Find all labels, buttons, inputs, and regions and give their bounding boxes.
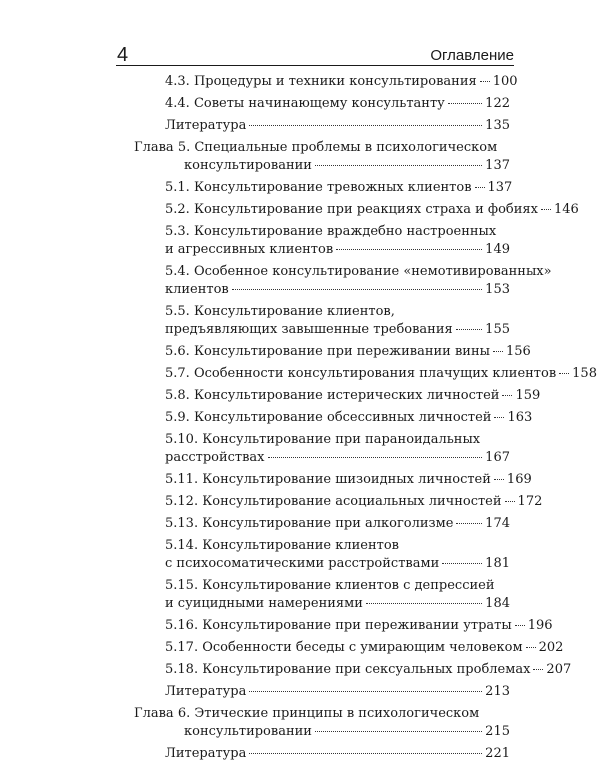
toc-entry[interactable] bbox=[165, 617, 553, 635]
toc-entry-leader-row bbox=[165, 661, 572, 679]
dot-leader bbox=[494, 479, 504, 480]
toc-entry-title-line: расстройствах bbox=[165, 450, 265, 465]
toc-entry-leader-row bbox=[165, 471, 532, 489]
toc-entry-title-line: 5.5. Консультирование клиентов, bbox=[165, 304, 395, 319]
dot-leader bbox=[493, 351, 503, 352]
toc-entry-title-line: Глава 5. Специальные проблемы в психологическом bbox=[134, 140, 498, 155]
toc-entry-leader-row bbox=[165, 343, 531, 361]
toc-entry-leader-row bbox=[134, 157, 510, 175]
toc-entry[interactable] bbox=[165, 409, 533, 427]
toc-entry[interactable] bbox=[165, 387, 541, 405]
toc-entry-title-line: 5.8. Консультирование истерических личностей bbox=[165, 388, 500, 403]
toc-page-number: 207 bbox=[546, 662, 572, 677]
toc-entry-leader-row bbox=[165, 493, 543, 511]
dot-leader bbox=[494, 417, 504, 418]
toc-page-number: 122 bbox=[485, 96, 510, 111]
dot-leader bbox=[249, 753, 482, 754]
toc-entry-title-line: и агрессивных клиентов bbox=[165, 242, 334, 257]
toc-entry-title-line: 5.16. Консультирование при переживании утраты bbox=[165, 618, 512, 633]
toc-page-number: 196 bbox=[527, 618, 553, 633]
toc-page-number: 174 bbox=[485, 516, 510, 531]
toc-entry[interactable] bbox=[165, 493, 543, 511]
dot-leader bbox=[526, 647, 536, 648]
page-number: 4 bbox=[117, 44, 129, 66]
toc-entry[interactable] bbox=[165, 343, 531, 361]
toc-chapter-entry[interactable] bbox=[134, 705, 510, 741]
toc-page-number: 163 bbox=[507, 410, 533, 425]
toc-page-number: 155 bbox=[485, 322, 510, 337]
toc-entry-title-line: 5.11. Консультирование шизоидных личностей bbox=[165, 472, 491, 487]
toc-entry-title-line: и суицидными намерениями bbox=[165, 596, 363, 611]
toc-entry-leader-row bbox=[134, 723, 510, 741]
toc-entry-title-line: 5.17. Особенности беседы с умирающим человеком bbox=[165, 640, 523, 655]
dot-leader bbox=[249, 691, 482, 692]
toc-page-number: 146 bbox=[553, 202, 579, 217]
toc-entry-leader-row bbox=[165, 365, 597, 383]
toc-entry-title-line: 5.7. Особенности консультирования плачущих клиентов bbox=[165, 366, 557, 381]
toc-entry-leader-row bbox=[165, 515, 510, 533]
dot-leader bbox=[541, 209, 551, 210]
toc-entry-title-line: 5.2. Консультирование при реакциях страха и фобиях bbox=[165, 202, 538, 217]
toc-entry[interactable] bbox=[165, 201, 579, 219]
toc-entry-leader-row bbox=[165, 595, 510, 613]
toc-entry-title-line: 5.4. Особенное консультирование «немотивированных» bbox=[165, 264, 552, 279]
toc-entry-title-line: предъявляющих завышенные требования bbox=[165, 322, 453, 337]
toc-page-number: 215 bbox=[485, 724, 510, 739]
toc-entry-title-line: клиентов bbox=[165, 282, 229, 297]
toc-entry-title-line: 5.9. Консультирование обсессивных личностей bbox=[165, 410, 492, 425]
toc-entry-leader-row bbox=[165, 281, 510, 299]
toc-page-number: 169 bbox=[506, 472, 532, 487]
toc-entry[interactable] bbox=[165, 537, 510, 573]
dot-leader bbox=[480, 81, 490, 82]
toc-entry-title-line: 4.3. Процедуры и техники консультирования bbox=[165, 74, 477, 89]
toc-entry-leader-row bbox=[165, 73, 518, 91]
toc-entry[interactable] bbox=[165, 365, 597, 383]
toc-page-number: 137 bbox=[485, 158, 510, 173]
toc-page-number: 156 bbox=[505, 344, 531, 359]
dot-leader bbox=[505, 501, 515, 502]
toc-entry-title-line: консультировании bbox=[184, 158, 312, 173]
dot-leader bbox=[456, 523, 482, 524]
toc-entry[interactable] bbox=[165, 117, 510, 135]
toc-page-number: 184 bbox=[485, 596, 510, 611]
dot-leader bbox=[448, 103, 482, 104]
toc-entry-title-line: 5.3. Консультирование враждебно настроенных bbox=[165, 224, 497, 239]
toc-entry[interactable] bbox=[165, 639, 564, 657]
toc-page-number: 135 bbox=[485, 118, 510, 133]
toc-page-number: 153 bbox=[485, 282, 510, 297]
toc-entry-leader-row bbox=[165, 555, 510, 573]
dot-leader bbox=[315, 165, 482, 166]
toc-entry[interactable] bbox=[165, 223, 510, 259]
toc-entry-leader-row bbox=[165, 409, 533, 427]
toc-entry-title-line: 5.10. Консультирование при параноидальных bbox=[165, 432, 481, 447]
toc-entry[interactable] bbox=[165, 431, 510, 467]
toc-entry[interactable] bbox=[165, 303, 510, 339]
toc-entry-leader-row bbox=[165, 201, 579, 219]
toc-entry-title-line: Литература bbox=[165, 684, 247, 699]
toc-entry-title-line: 4.4. Советы начинающему консультанту bbox=[165, 96, 445, 111]
toc-entry-title-line: Литература bbox=[165, 118, 247, 133]
toc-entry-leader-row bbox=[165, 241, 510, 259]
toc-entry-title-line: 5.6. Консультирование при переживании вины bbox=[165, 344, 490, 359]
toc-page-number: 221 bbox=[485, 746, 510, 761]
toc-entry[interactable] bbox=[165, 661, 572, 679]
dot-leader bbox=[268, 457, 483, 458]
toc-page-number: 167 bbox=[485, 450, 510, 465]
toc-entry-title-line: консультировании bbox=[184, 724, 312, 739]
toc-entry-title-line: 5.14. Консультирование клиентов bbox=[165, 538, 399, 553]
toc-entry-title-line: 5.15. Консультирование клиентов с депрессией bbox=[165, 578, 495, 593]
header-rule bbox=[116, 65, 514, 66]
toc-page-number: 158 bbox=[572, 366, 597, 381]
toc-entry-leader-row bbox=[165, 95, 510, 113]
toc-page-number: 181 bbox=[485, 556, 510, 571]
toc-entry-leader-row bbox=[165, 639, 564, 657]
dot-leader bbox=[442, 563, 482, 564]
toc-entry[interactable] bbox=[165, 263, 552, 299]
toc-page-number: 149 bbox=[485, 242, 510, 257]
dot-leader bbox=[533, 669, 543, 670]
toc-entry[interactable] bbox=[165, 95, 510, 113]
toc-chapter-entry[interactable] bbox=[134, 139, 510, 175]
toc-page-number: 213 bbox=[485, 684, 510, 699]
toc-entry[interactable] bbox=[165, 745, 510, 763]
toc-entry-leader-row bbox=[165, 179, 513, 197]
dot-leader bbox=[515, 625, 525, 626]
dot-leader bbox=[502, 395, 512, 396]
dot-leader bbox=[336, 249, 482, 250]
toc-entry-title-line: Глава 6. Этические принципы в психологическом bbox=[134, 706, 480, 721]
running-title: Оглавление bbox=[430, 47, 514, 64]
toc-page-number: 202 bbox=[538, 640, 564, 655]
toc-page-number: 159 bbox=[515, 388, 541, 403]
toc-page-number: 137 bbox=[487, 180, 513, 195]
dot-leader bbox=[366, 603, 482, 604]
toc-entry[interactable] bbox=[165, 73, 518, 91]
toc-entry-leader-row bbox=[165, 321, 510, 339]
dot-leader bbox=[559, 373, 569, 374]
table-of-contents bbox=[0, 73, 600, 763]
toc-entry[interactable] bbox=[165, 683, 510, 701]
dot-leader bbox=[249, 125, 482, 126]
toc-entry[interactable] bbox=[165, 179, 513, 197]
toc-page-number: 172 bbox=[517, 494, 543, 509]
toc-entry-title-line: 5.18. Консультирование при сексуальных проблемах bbox=[165, 662, 531, 677]
toc-entry-leader-row bbox=[165, 745, 510, 763]
dot-leader bbox=[232, 289, 482, 290]
dot-leader bbox=[456, 329, 482, 330]
toc-entry-title-line: 5.1. Консультирование тревожных клиентов bbox=[165, 180, 472, 195]
toc-entry-leader-row bbox=[165, 117, 510, 135]
toc-entry-leader-row bbox=[165, 449, 510, 467]
toc-entry-leader-row bbox=[165, 617, 553, 635]
toc-page-number: 100 bbox=[492, 74, 518, 89]
toc-entry-title-line: 5.13. Консультирование при алкоголизме bbox=[165, 516, 454, 531]
toc-entry-title-line: с психосоматическими расстройствами bbox=[165, 556, 440, 571]
dot-leader bbox=[475, 187, 485, 188]
toc-entry-title-line: Литература bbox=[165, 746, 247, 761]
toc-entry[interactable] bbox=[165, 515, 510, 533]
toc-entry-leader-row bbox=[165, 387, 541, 405]
toc-entry[interactable] bbox=[165, 577, 510, 613]
dot-leader bbox=[315, 731, 482, 732]
toc-entry[interactable] bbox=[165, 471, 532, 489]
toc-entry-title-line: 5.12. Консультирование асоциальных личностей bbox=[165, 494, 502, 509]
toc-entry-leader-row bbox=[165, 683, 510, 701]
